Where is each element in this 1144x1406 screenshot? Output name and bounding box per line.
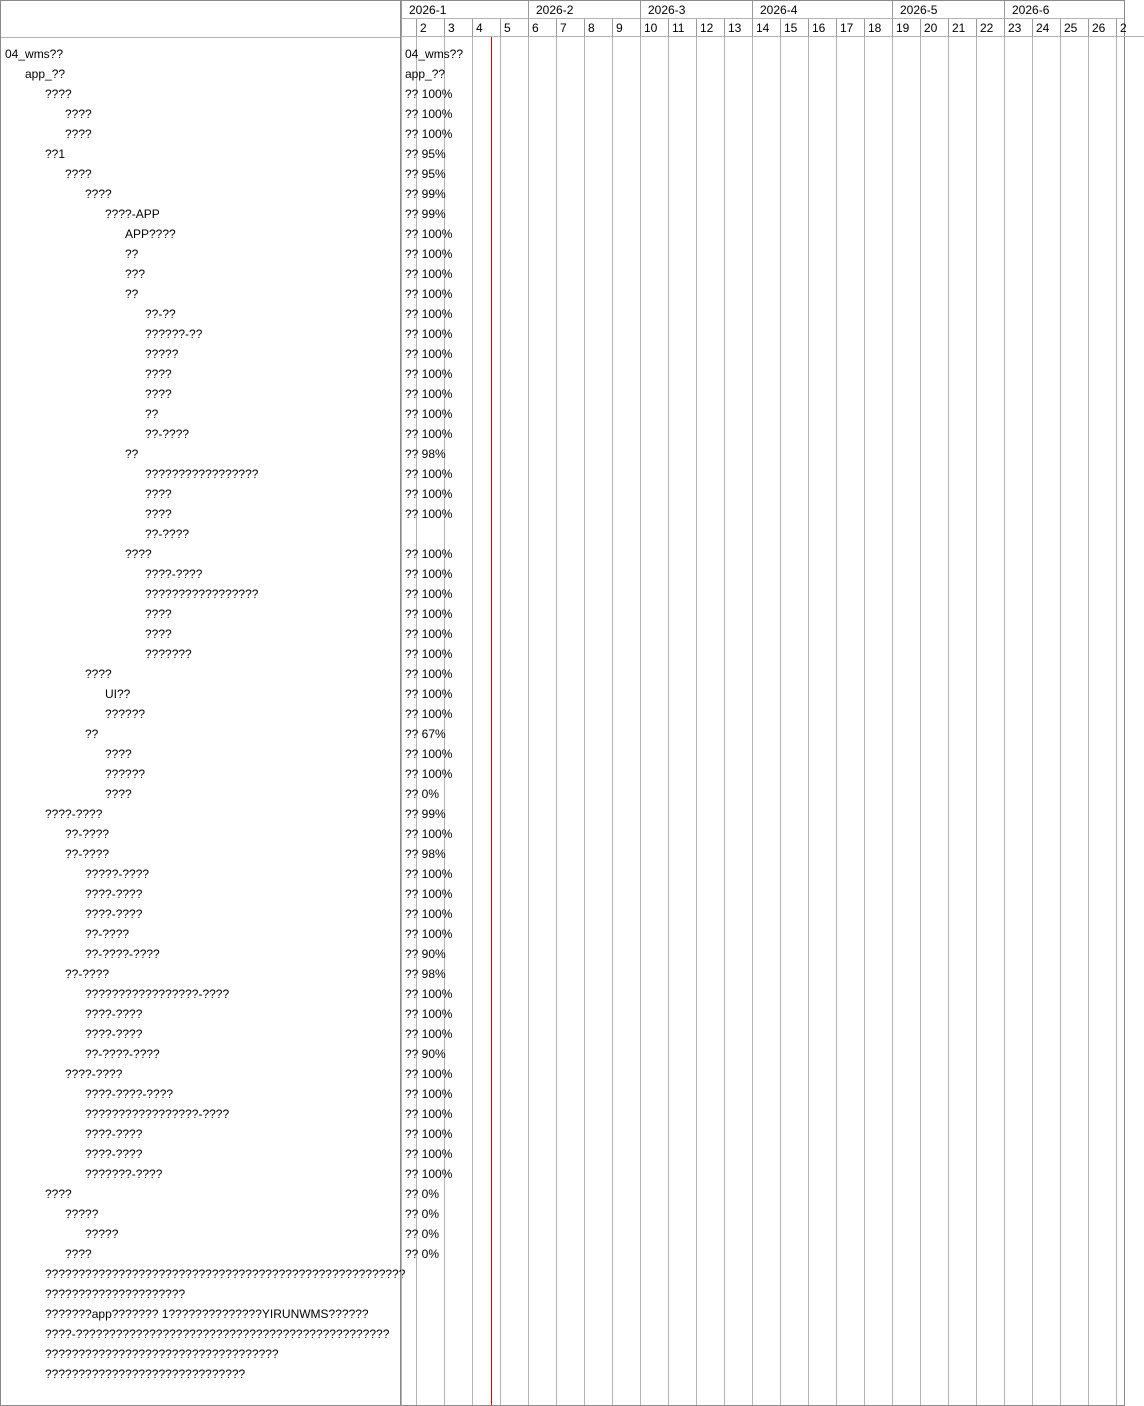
task-progress-label[interactable]: ?? 100% (405, 1087, 453, 1101)
timeline-week-cell (401, 19, 416, 37)
grid-line (528, 37, 529, 1405)
task-progress-label[interactable]: ?? 100% (405, 867, 453, 881)
task-row[interactable]: ??-???? (145, 527, 190, 541)
task-row[interactable]: ?????????????????????????????? (45, 1367, 246, 1381)
timeline-week-cell: 3 (444, 19, 472, 37)
timeline-week-cell: 5 (500, 19, 528, 37)
task-progress-label[interactable]: ?? 100% (405, 827, 453, 841)
grid-line (1116, 37, 1117, 1405)
task-row[interactable]: ????????????????????? (45, 1287, 186, 1301)
task-progress-label[interactable]: ?? 100% (405, 907, 453, 921)
timeline-week-cell: 2 (1116, 19, 1144, 37)
task-row[interactable]: ??-????-???? (85, 947, 160, 961)
timeline-week-cell: 25 (1060, 19, 1088, 37)
task-row[interactable]: ???? (85, 667, 112, 681)
task-row[interactable]: ?????????????????????????????????????????????????????? (45, 1267, 406, 1281)
task-progress-label[interactable]: ?? 90% (405, 1047, 446, 1061)
task-row[interactable]: ??-???? (85, 927, 130, 941)
task-progress-label[interactable]: ?? 100% (405, 267, 453, 281)
task-progress-label[interactable]: ?? 100% (405, 507, 453, 521)
task-tree-header (1, 1, 400, 38)
timeline-month-cell: 2026-4 (752, 1, 892, 19)
task-row[interactable]: ??????? (145, 647, 192, 661)
today-marker-line (491, 37, 492, 1405)
task-progress-label[interactable]: ?? 100% (405, 927, 453, 941)
task-row[interactable]: ????? (85, 1227, 119, 1241)
timeline-week-cell: 14 (752, 19, 780, 37)
task-progress-label[interactable]: ?? 0% (405, 1227, 440, 1241)
timeline-week-cell: 4 (472, 19, 500, 37)
task-row[interactable]: ??-???? (65, 827, 110, 841)
task-row[interactable]: ??-???? (145, 427, 190, 441)
task-tree-panel (1, 1, 406, 1405)
task-row[interactable]: ?????? (105, 707, 146, 721)
task-row[interactable]: ???? (145, 387, 172, 401)
task-progress-label[interactable]: ?? 100% (405, 407, 453, 421)
timeline-panel (401, 1, 1127, 1405)
grid-line (1004, 37, 1005, 1405)
timeline-week-cell: 18 (864, 19, 892, 37)
task-row[interactable]: ????-APP (105, 207, 160, 221)
timeline-month-cell: 2026-2 (528, 1, 640, 19)
task-row[interactable]: 04_wms?? (5, 47, 64, 61)
task-row[interactable]: ??1 (45, 147, 66, 161)
task-progress-label[interactable]: ?? 100% (405, 87, 453, 101)
task-progress-label[interactable]: ?? 100% (405, 1027, 453, 1041)
task-progress-label[interactable]: ?? 95% (405, 167, 446, 181)
task-progress-label[interactable]: ?? 100% (405, 307, 453, 321)
task-row[interactable]: ???? (65, 1247, 92, 1261)
task-progress-label[interactable]: ?? 100% (405, 367, 453, 381)
task-row[interactable]: ????-???? (85, 1027, 143, 1041)
task-progress-label[interactable]: ?? 98% (405, 847, 446, 861)
task-row[interactable]: ?? (125, 247, 139, 261)
timeline-week-cell: 8 (584, 19, 612, 37)
task-progress-label[interactable]: ?? 100% (405, 387, 453, 401)
task-row[interactable]: ????????????????? (145, 587, 259, 601)
task-progress-label[interactable]: ?? 99% (405, 807, 446, 821)
timeline-week-cell: 16 (808, 19, 836, 37)
task-progress-label[interactable]: 04_wms?? (405, 47, 464, 61)
task-row[interactable]: APP???? (125, 227, 176, 241)
task-row[interactable]: ?????????????????-???? (85, 987, 230, 1001)
task-row[interactable]: ????-???? (85, 907, 143, 921)
timeline-week-cell: 26 (1088, 19, 1116, 37)
task-progress-label[interactable]: ?? 100% (405, 347, 453, 361)
task-row[interactable]: ????-???? (85, 1147, 143, 1161)
task-row[interactable]: ?????????????????-???? (85, 1107, 230, 1121)
task-row[interactable]: ?? (125, 287, 139, 301)
task-progress-label[interactable]: ?? 100% (405, 1107, 453, 1121)
task-progress-label[interactable]: ?? 100% (405, 1127, 453, 1141)
task-row[interactable]: ????-???? (65, 1067, 123, 1081)
timeline-week-cell: 17 (836, 19, 864, 37)
task-row[interactable]: ???????app??????? 1??????????????YIRUNWMS?????? (45, 1307, 369, 1321)
grid-line (401, 37, 402, 1405)
grid-line (584, 37, 585, 1405)
task-row[interactable]: ???? (145, 607, 172, 621)
grid-line (500, 37, 501, 1405)
task-row[interactable]: ?? (145, 407, 159, 421)
task-row[interactable]: ????-????-???? (85, 1087, 174, 1101)
grid-line (864, 37, 865, 1405)
task-progress-label[interactable]: ?? 100% (405, 887, 453, 901)
timeline-month-cell: 2026-6 (1004, 1, 1124, 19)
timeline-week-cell: 11 (668, 19, 696, 37)
task-progress-label[interactable]: ?? 100% (405, 1067, 453, 1081)
task-progress-label[interactable]: ?? 90% (405, 947, 446, 961)
grid-line (948, 37, 949, 1405)
task-progress-label[interactable]: ?? 100% (405, 607, 453, 621)
timeline-month-cell: 2026-5 (892, 1, 1004, 19)
timeline-week-cell: 2 (416, 19, 444, 37)
task-row[interactable]: ???? (65, 127, 92, 141)
task-progress-label[interactable]: ?? 0% (405, 787, 440, 801)
task-progress-label[interactable]: ?? 98% (405, 967, 446, 981)
grid-line (612, 37, 613, 1405)
grid-line (780, 37, 781, 1405)
grid-line (1060, 37, 1061, 1405)
grid-line (976, 37, 977, 1405)
task-progress-label[interactable]: ?? 0% (405, 1247, 440, 1261)
task-progress-label[interactable]: ?? 99% (405, 187, 446, 201)
grid-line (696, 37, 697, 1405)
task-row[interactable]: ???? (105, 747, 132, 761)
timeline-week-cell: 9 (612, 19, 640, 37)
task-row[interactable]: ????????????????? (145, 467, 259, 481)
grid-line (892, 37, 893, 1405)
grid-line (472, 37, 473, 1405)
task-progress-label[interactable]: ?? 100% (405, 227, 453, 241)
task-row[interactable]: ??-???? (65, 967, 110, 981)
timeline-week-cell: 7 (556, 19, 584, 37)
task-progress-label[interactable]: ?? 0% (405, 1187, 440, 1201)
task-progress-label[interactable]: ?? 100% (405, 547, 453, 561)
task-row[interactable]: ????-???? (85, 1127, 143, 1141)
timeline-month-cell: 2026-1 (401, 1, 528, 19)
timeline-week-cell: 15 (780, 19, 808, 37)
task-progress-label[interactable]: ?? 100% (405, 747, 453, 761)
task-row[interactable]: ????-???? (45, 807, 103, 821)
task-progress-label[interactable]: ?? 99% (405, 207, 446, 221)
task-row[interactable]: ???? (145, 367, 172, 381)
task-progress-label[interactable]: ?? 100% (405, 107, 453, 121)
grid-line (556, 37, 557, 1405)
task-progress-label[interactable]: ?? 0% (405, 1207, 440, 1221)
task-progress-label[interactable]: ?? 100% (405, 627, 453, 641)
task-row[interactable]: ??-????-???? (85, 1047, 160, 1061)
timeline-week-cell: 20 (920, 19, 948, 37)
timeline-week-cell: 22 (976, 19, 1004, 37)
task-progress-label[interactable]: ?? 98% (405, 447, 446, 461)
task-row[interactable]: ????-??????????????????????????????????????????????? (45, 1327, 390, 1341)
task-progress-label[interactable]: ?? 100% (405, 127, 453, 141)
timeline-week-cell: 13 (724, 19, 752, 37)
task-progress-label[interactable]: ?? 100% (405, 247, 453, 261)
task-row[interactable]: UI?? (105, 687, 131, 701)
task-row[interactable]: ????-???? (85, 1007, 143, 1021)
task-progress-label[interactable]: ?? 100% (405, 687, 453, 701)
task-row[interactable]: ?? (85, 727, 99, 741)
task-row[interactable]: ??? (125, 267, 146, 281)
task-row[interactable]: ????-???? (85, 887, 143, 901)
task-row[interactable]: ???? (125, 547, 152, 561)
task-row[interactable]: ?????-???? (85, 867, 150, 881)
task-progress-label[interactable]: ?? 100% (405, 767, 453, 781)
task-row[interactable]: ???? (145, 507, 172, 521)
grid-line (668, 37, 669, 1405)
grid-line (724, 37, 725, 1405)
task-progress-label[interactable]: ?? 100% (405, 487, 453, 501)
task-row[interactable]: ???? (65, 107, 92, 121)
task-row[interactable]: ???????-???? (85, 1167, 163, 1181)
task-progress-label[interactable]: ?? 100% (405, 567, 453, 581)
task-row[interactable]: ???? (85, 187, 112, 201)
task-progress-label[interactable]: ?? 100% (405, 1167, 453, 1181)
task-progress-label[interactable]: ?? 100% (405, 667, 453, 681)
task-progress-label[interactable]: ?? 100% (405, 467, 453, 481)
timeline-week-cell: 12 (696, 19, 724, 37)
timeline-week-cell: 6 (528, 19, 556, 37)
task-row[interactable]: ?????? (105, 767, 146, 781)
timeline-week-cell: 19 (892, 19, 920, 37)
task-progress-label[interactable]: ?? 100% (405, 1147, 453, 1161)
timeline-week-cell: 21 (948, 19, 976, 37)
task-row[interactable]: ??-???? (65, 847, 110, 861)
task-progress-label[interactable]: ?? 95% (405, 147, 446, 161)
task-row[interactable]: ???? (145, 487, 172, 501)
task-row[interactable]: ????? (65, 1207, 99, 1221)
task-row[interactable]: ???? (45, 87, 72, 101)
task-progress-label[interactable]: ?? 100% (405, 327, 453, 341)
timeline-week-cell: 10 (640, 19, 668, 37)
grid-line (808, 37, 809, 1405)
task-row[interactable]: ??????????????????????????????????? (45, 1347, 279, 1361)
grid-line (1032, 37, 1033, 1405)
task-progress-label[interactable]: ?? 100% (405, 427, 453, 441)
grid-line (836, 37, 837, 1405)
task-row[interactable]: ??-?? (145, 307, 176, 321)
task-row[interactable]: ???? (65, 167, 92, 181)
grid-line (752, 37, 753, 1405)
task-row[interactable]: ???? (105, 787, 132, 801)
task-row[interactable]: ?? (125, 447, 139, 461)
task-row[interactable]: app_?? (25, 67, 66, 81)
task-progress-label[interactable]: app_?? (405, 67, 446, 81)
task-row[interactable]: ???? (45, 1187, 72, 1201)
timeline-week-cell: 23 (1004, 19, 1032, 37)
task-progress-label[interactable]: ?? 100% (405, 287, 453, 301)
timeline-week-cell: 24 (1032, 19, 1060, 37)
grid-line (920, 37, 921, 1405)
task-row[interactable]: ???? (145, 627, 172, 641)
task-row[interactable]: ????? (145, 347, 179, 361)
task-row[interactable]: ????-???? (145, 567, 203, 581)
task-progress-label[interactable]: ?? 100% (405, 987, 453, 1001)
timeline-month-cell: 2026-3 (640, 1, 752, 19)
task-progress-label[interactable]: ?? 100% (405, 587, 453, 601)
grid-line (1088, 37, 1089, 1405)
task-progress-label[interactable]: ?? 100% (405, 707, 453, 721)
task-progress-label[interactable]: ?? 100% (405, 647, 453, 661)
grid-line (640, 37, 641, 1405)
task-progress-label[interactable]: ?? 67% (405, 727, 446, 741)
task-progress-label[interactable]: ?? 100% (405, 1007, 453, 1021)
task-row[interactable]: ??????-?? (145, 327, 203, 341)
